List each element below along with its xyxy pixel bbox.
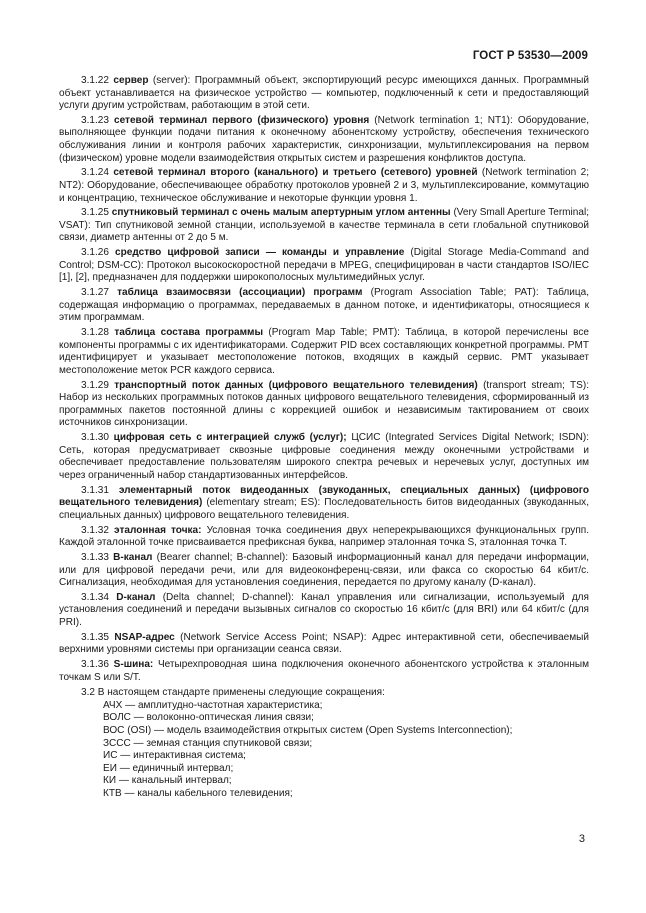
definition-paragraph	[59, 327, 589, 377]
definition-number: 3.1.26	[81, 247, 109, 259]
definition-number: 3.1.33	[81, 551, 109, 563]
definition-paragraph	[59, 485, 589, 523]
abbreviation-item: ЕИ — единичный интервал;	[103, 762, 234, 774]
definition-term: B-канал	[113, 551, 153, 563]
definition-text: (Program Map Table; PMT): Таблица, в которой перечислены все компоненты программы с их идентификаторами. Содержит PID всех составляющих конкретной программы. PMT идентифицирует и указывает местоположение потоков, входящих в каждый сервис. PMT указывает местоположение меток PCR каждого сервиса.	[59, 327, 590, 376]
definition-text: Четырехпроводная шина подключения оконечного абонентского устройства к эталонным точкам S или S/T.	[59, 659, 589, 683]
definition-term: сетевой терминал первого (физического) уровня	[114, 114, 370, 126]
definition-text: (transport stream; TS): Набор из нескольких программных потоков данных цифрового вещательного телевидения, сформированный из программных пакетов постоянной длины с коррекцией ошибок и независимым тактированием от своих источников синхронизации.	[59, 379, 589, 429]
definition-text: (Network termination 2; NT2): Оборудование, обеспечивающее обработку протоколов уровней 2 и 3, мультиплексирование, коммутацию и концентрацию, техническое обслуживание и некоторые функции уровня 1.	[59, 167, 589, 204]
definition-number: 3.1.35	[81, 631, 109, 643]
definition-term: сервер	[113, 75, 149, 86]
definition-paragraph	[59, 75, 589, 113]
definition-paragraph	[59, 592, 589, 630]
definition-term: транспортный поток данных (цифрового вещательного телевидения)	[114, 379, 478, 391]
definition-term: сетевой терминал второго (канального) и третьего (сетевого) уровней	[113, 167, 478, 179]
definition-text: (Network termination 1; NT1): Оборудование, выполняющее функции подачи питания к оконечному абонентскому устройству, обеспечения технического обслуживания линии и контроля рабочих характеристик, синхронизации, мультиплексирования на первом (физическом) уровне модели взаимодействия открытых систем и разрешения конфликтов доступа.	[59, 114, 589, 164]
page-number: 3	[578, 833, 585, 845]
definition-paragraph	[59, 632, 589, 657]
definition-paragraph	[59, 380, 589, 430]
abbreviation-item: АЧХ — амплитудно-частотная характеристика;	[103, 699, 323, 711]
definition-text: (elementary stream; ES): Последовательность битов видеоданных (звукоданных, специальных данных) цифрового вещательного телевидения.	[59, 497, 589, 521]
definition-paragraph	[59, 115, 589, 165]
definition-text: (Very Small Aperture Terminal; VSAT): Тип спутниковой земной станции, используемой в качестве терминала в сети глобальной спутниковой связи, диаметр антенны от 2 до 5 м.	[59, 207, 589, 244]
definition-number: 3.1.34	[81, 591, 109, 603]
definition-number: 3.1.22	[81, 75, 109, 86]
definition-term: NSAP-адрес	[114, 631, 175, 643]
definition-number: 3.1.25	[81, 207, 109, 219]
definition-term: таблица состава программы	[114, 327, 264, 339]
definition-number: 3.1.30	[81, 432, 109, 444]
definition-text: (Network Service Access Point; NSAP): Адрес интерактивной сети, обеспечиваемый верхними уровнями системы при организации сеанса связи.	[59, 631, 589, 656]
definition-number: 3.1.29	[81, 379, 109, 391]
definition-text: (Delta channel; D-channel): Канал управления или сигнализации, используемый для установления соединений и передачи вызывных сигналов со скоростью 16 кбит/с (для BRI) или 64 кбит/с (для PRI).	[59, 591, 589, 628]
definition-term: средство цифровой записи — команды и управление	[115, 247, 405, 259]
abbreviations-intro: 3.2 В настоящем стандарте применены следующие сокращения:	[81, 687, 385, 699]
abbreviation-item: ВОС (OSI) — модель взаимодействия открытых систем (Open Systems Interconnection);	[103, 724, 513, 736]
definition-number: 3.1.32	[81, 524, 109, 536]
document-header: ГОСТ Р 53530—2009	[472, 50, 588, 62]
abbreviation-item: ВОЛС — волоконно-оптическая линия связи;	[103, 712, 314, 724]
definition-term: эталонная точка:	[114, 524, 202, 536]
definition-number: 3.1.31	[81, 484, 109, 496]
definition-term: спутниковый терминал с очень малым апертурным углом антенны	[111, 207, 451, 219]
definition-number: 3.1.27	[81, 287, 109, 299]
abbreviation-item: КИ — канальный интервал;	[103, 775, 232, 787]
definition-paragraph	[59, 287, 589, 325]
page-content	[59, 75, 589, 800]
abbreviation-item: КТВ — каналы кабельного телевидения;	[103, 787, 293, 799]
definition-number: 3.1.24	[81, 167, 109, 179]
abbreviation-item: ЗССС — земная станция спутниковой связи;	[103, 737, 313, 749]
definition-paragraph	[59, 247, 589, 285]
definition-number: 3.1.28	[81, 327, 109, 339]
definition-term: S-шина:	[113, 659, 154, 671]
definition-text: (server): Программный объект, экспортирующий ресурс имеющихся данных. Программный объект устанавливается на физическое устройство — компьютер, подключенный к сети и предоставляющий услуги другим устройствам, работающим в этой сети.	[59, 75, 589, 112]
definition-paragraph	[59, 432, 589, 482]
abbreviations-list	[81, 700, 589, 800]
definition-term: таблица взаимосвязи (ассоциации) программ	[117, 287, 363, 299]
abbreviations-section	[59, 687, 589, 800]
definition-text: (Digital Storage Media-Command and Control; DSM-CC): Протокол высокоскоростной передачи в MPEG, специфицирован в части стандартов ISO/IEC [1], [2], предназначен для поддержки широкополосных мультимедийных услуг.	[59, 247, 589, 284]
definition-number: 3.1.36	[81, 659, 109, 671]
definition-term: элементарный поток видеоданных (звукоданных, специальных данных) (цифрового вещательного телевидения)	[59, 484, 589, 509]
definition-number: 3.1.23	[81, 114, 109, 126]
definition-text: Условная точка соединения двух неперекрывающихся функциональных групп. Каждой эталонной точке присваивается префиксная буква, например эталонная точка S, эталонная точка T.	[59, 524, 589, 549]
definition-text: (Program Association Table; PAT): Таблица, содержащая информацию о программах, передаваемых в данном потоке, и идентификаторы, относящиеся к этим программам.	[59, 287, 589, 324]
definition-paragraph	[59, 659, 589, 684]
abbreviation-item: ИС — интерактивная система;	[103, 750, 246, 762]
definition-paragraph	[59, 167, 589, 205]
definitions-list	[59, 75, 589, 684]
definition-term: цифровая сеть с интеграцией служб (услуг);	[113, 432, 347, 444]
definition-text: (Bearer channel; B-channel): Базовый информационный канал для передачи информации, или для цифровой передачи речи, или для видеоконференц-связи, или факса со скоростью 64 кбит/с. Сигнализация, необходимая для установления соединения, передается по другому каналу (D-канал).	[59, 551, 589, 589]
definition-term: D-канал	[116, 591, 156, 603]
definition-paragraph	[59, 552, 589, 590]
definition-text: ЦСИС (Integrated Services Digital Network; ISDN): Сеть, которая предусматривает сквозные цифровые соединения между оконечными устройствами и обеспечивает предоставление пользователям широкого спектра речевых и неречевых услуг, доступных им через ограниченный набор стандартизованных интерфейсов.	[59, 432, 589, 481]
definition-paragraph	[59, 207, 589, 245]
definition-paragraph	[59, 525, 589, 550]
